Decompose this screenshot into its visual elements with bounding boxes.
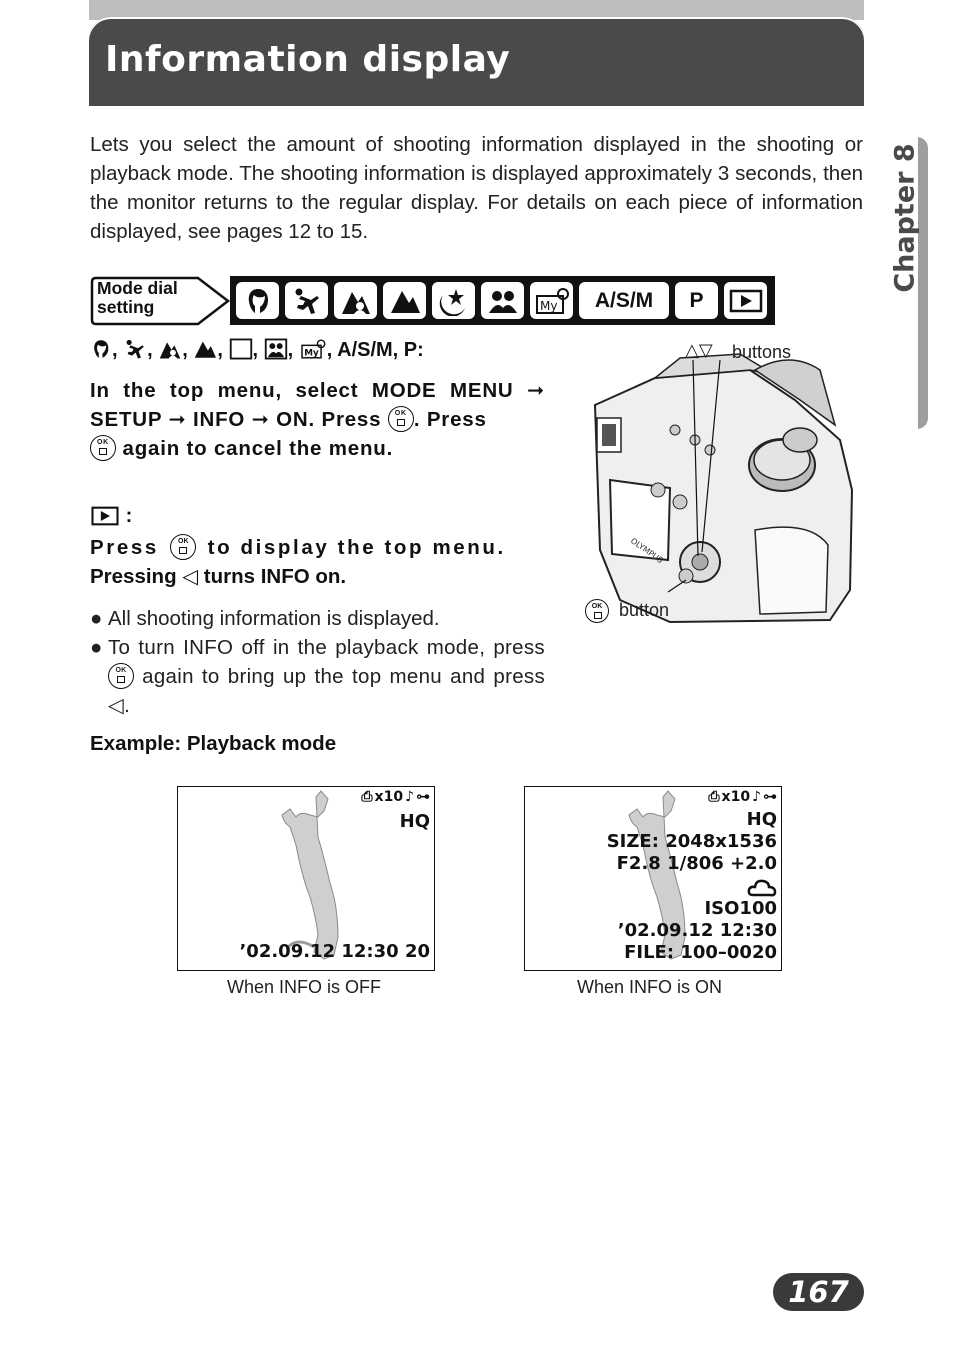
bullet-dot: ● (90, 636, 103, 659)
sports-icon (285, 282, 328, 319)
pressing-text: Pressing (90, 565, 177, 588)
instr-menu-path-c: INFO (192, 408, 246, 431)
landscape-icon (193, 338, 217, 360)
chapter-label: Chapter 8 (889, 143, 921, 293)
ok-button-icon: OK (108, 663, 134, 689)
separator: , (147, 339, 153, 361)
portrait-icon (90, 338, 112, 360)
ok-button-icon: OK (585, 599, 609, 623)
lcd-screen-info-off (177, 786, 435, 971)
ok-button-icon: OK (170, 534, 196, 560)
asm-mode (579, 282, 669, 319)
cloudy-white-balance-icon (747, 877, 777, 899)
ok-button-label: button (619, 600, 670, 620)
arrow-right-icon: ➞ (527, 379, 545, 402)
mode-dial-strip (230, 276, 775, 325)
sound-icon: ♪ (405, 789, 414, 805)
title-bar (89, 17, 864, 106)
status-icons (708, 789, 777, 805)
svg-text:My: My (303, 348, 319, 359)
lcd-screen-info-on (524, 786, 782, 971)
page-title: Information display (105, 39, 511, 80)
zoom-readout: x10 (721, 789, 751, 805)
asm-mode-label: A/S/M (594, 288, 654, 312)
ok-button-icon: OK (90, 435, 116, 461)
playback-colon: : (125, 505, 133, 527)
turns-on-text: turns INFO on. (203, 565, 347, 588)
caption-info-off: When INFO is OFF (227, 977, 382, 997)
instr-menu-path-d: ON. Press (276, 408, 382, 431)
playback-instruction (90, 533, 545, 591)
svg-text:My: My (539, 298, 557, 313)
exposure-readout: F2.8 1/806 +2.0 (616, 853, 777, 874)
night-scene-icon (432, 282, 475, 319)
night-scene-icon (229, 338, 253, 360)
bullet-text: To turn INFO off in the playback mode, press OK again to bring up the top menu and press ◁. (108, 636, 545, 717)
camera-illustration (560, 330, 860, 630)
left-arrow-icon: ◁ (182, 565, 199, 588)
self-portrait-icon (481, 282, 524, 319)
left-arrow-icon: ◁ (108, 694, 125, 717)
playback-icon (90, 506, 120, 526)
ok-button-icon: OK (388, 406, 414, 432)
program-mode (675, 282, 718, 319)
arrow-right-icon: ➞ (251, 408, 270, 431)
zoom-readout: x10 (374, 789, 404, 805)
my-mode-icon (530, 282, 573, 319)
bullet-dot: ● (90, 607, 103, 630)
mode-dial-label-line1: Mode dial (97, 278, 178, 298)
print-icon: ⎙ (361, 789, 373, 805)
landscape-portrait-icon (334, 282, 377, 319)
sports-icon (123, 338, 147, 360)
playback-mode-heading (90, 505, 132, 528)
portrait-icon (236, 282, 279, 319)
shooting-modes-line (90, 336, 424, 364)
quality-readout: HQ (746, 809, 777, 830)
modes-suffix: , A/S/M, P: (326, 339, 424, 361)
protect-key-icon: ⊶ (416, 789, 430, 805)
program-mode-label: P (689, 288, 704, 312)
shooting-instruction (90, 376, 545, 463)
arrow-buttons-symbols: △▽ (685, 340, 713, 360)
page-number: 167 (788, 1275, 849, 1309)
svg-text:OLYMPUS: OLYMPUS (628, 536, 665, 566)
example-title: Example: Playback mode (90, 732, 337, 755)
file-readout: FILE: 100–0020 (624, 942, 777, 963)
separator: , (252, 339, 259, 361)
playback-mode (724, 282, 767, 319)
sound-icon: ♪ (752, 789, 761, 805)
separator: , (217, 339, 223, 361)
datetime-count-readout: ’02.09.12 12:30 20 (239, 941, 430, 962)
protect-key-icon: ⊶ (763, 789, 777, 805)
press-text: Press (90, 536, 159, 559)
landscape-icon (383, 282, 426, 319)
separator: , (112, 339, 118, 361)
print-icon: ⎙ (708, 789, 720, 805)
size-readout: SIZE: 2048x1536 (606, 831, 777, 852)
my-mode-icon (299, 338, 327, 360)
arrow-buttons-label: buttons (732, 342, 792, 362)
intro-paragraph: Lets you select the amount of shooting information displayed in the shooting or playback mode. The shooting information is displayed approximately 3 seconds, then the monitor returns to the regular display. For details on each piece of information displayed, see pages 12 to 15. (90, 133, 863, 243)
instr-menu-path-e: . Press (413, 408, 487, 431)
datetime-readout: ’02.09.12 12:30 (617, 920, 777, 941)
mode-dial-label-line2: setting (97, 297, 155, 317)
bullet-text: All shooting information is displayed. (108, 607, 440, 630)
instr-menu-path-a: In the top menu, select MODE MENU (90, 379, 514, 402)
instr-cancel: again to cancel the menu. (122, 437, 394, 460)
caption-info-on: When INFO is ON (577, 977, 723, 997)
separator: , (287, 339, 294, 361)
playback-icon (729, 289, 763, 313)
instr-menu-path-b: SETUP (90, 408, 162, 431)
arrow-right-icon: ➞ (168, 408, 187, 431)
status-icons (361, 789, 430, 805)
self-portrait-icon (264, 338, 288, 360)
quality-readout: HQ (399, 811, 430, 832)
separator: , (182, 339, 188, 361)
landscape-portrait-icon (158, 338, 182, 360)
to-display-text: to display the top menu. (207, 536, 506, 559)
mode-dial-label (97, 279, 178, 317)
iso-readout: ISO100 (704, 898, 777, 919)
